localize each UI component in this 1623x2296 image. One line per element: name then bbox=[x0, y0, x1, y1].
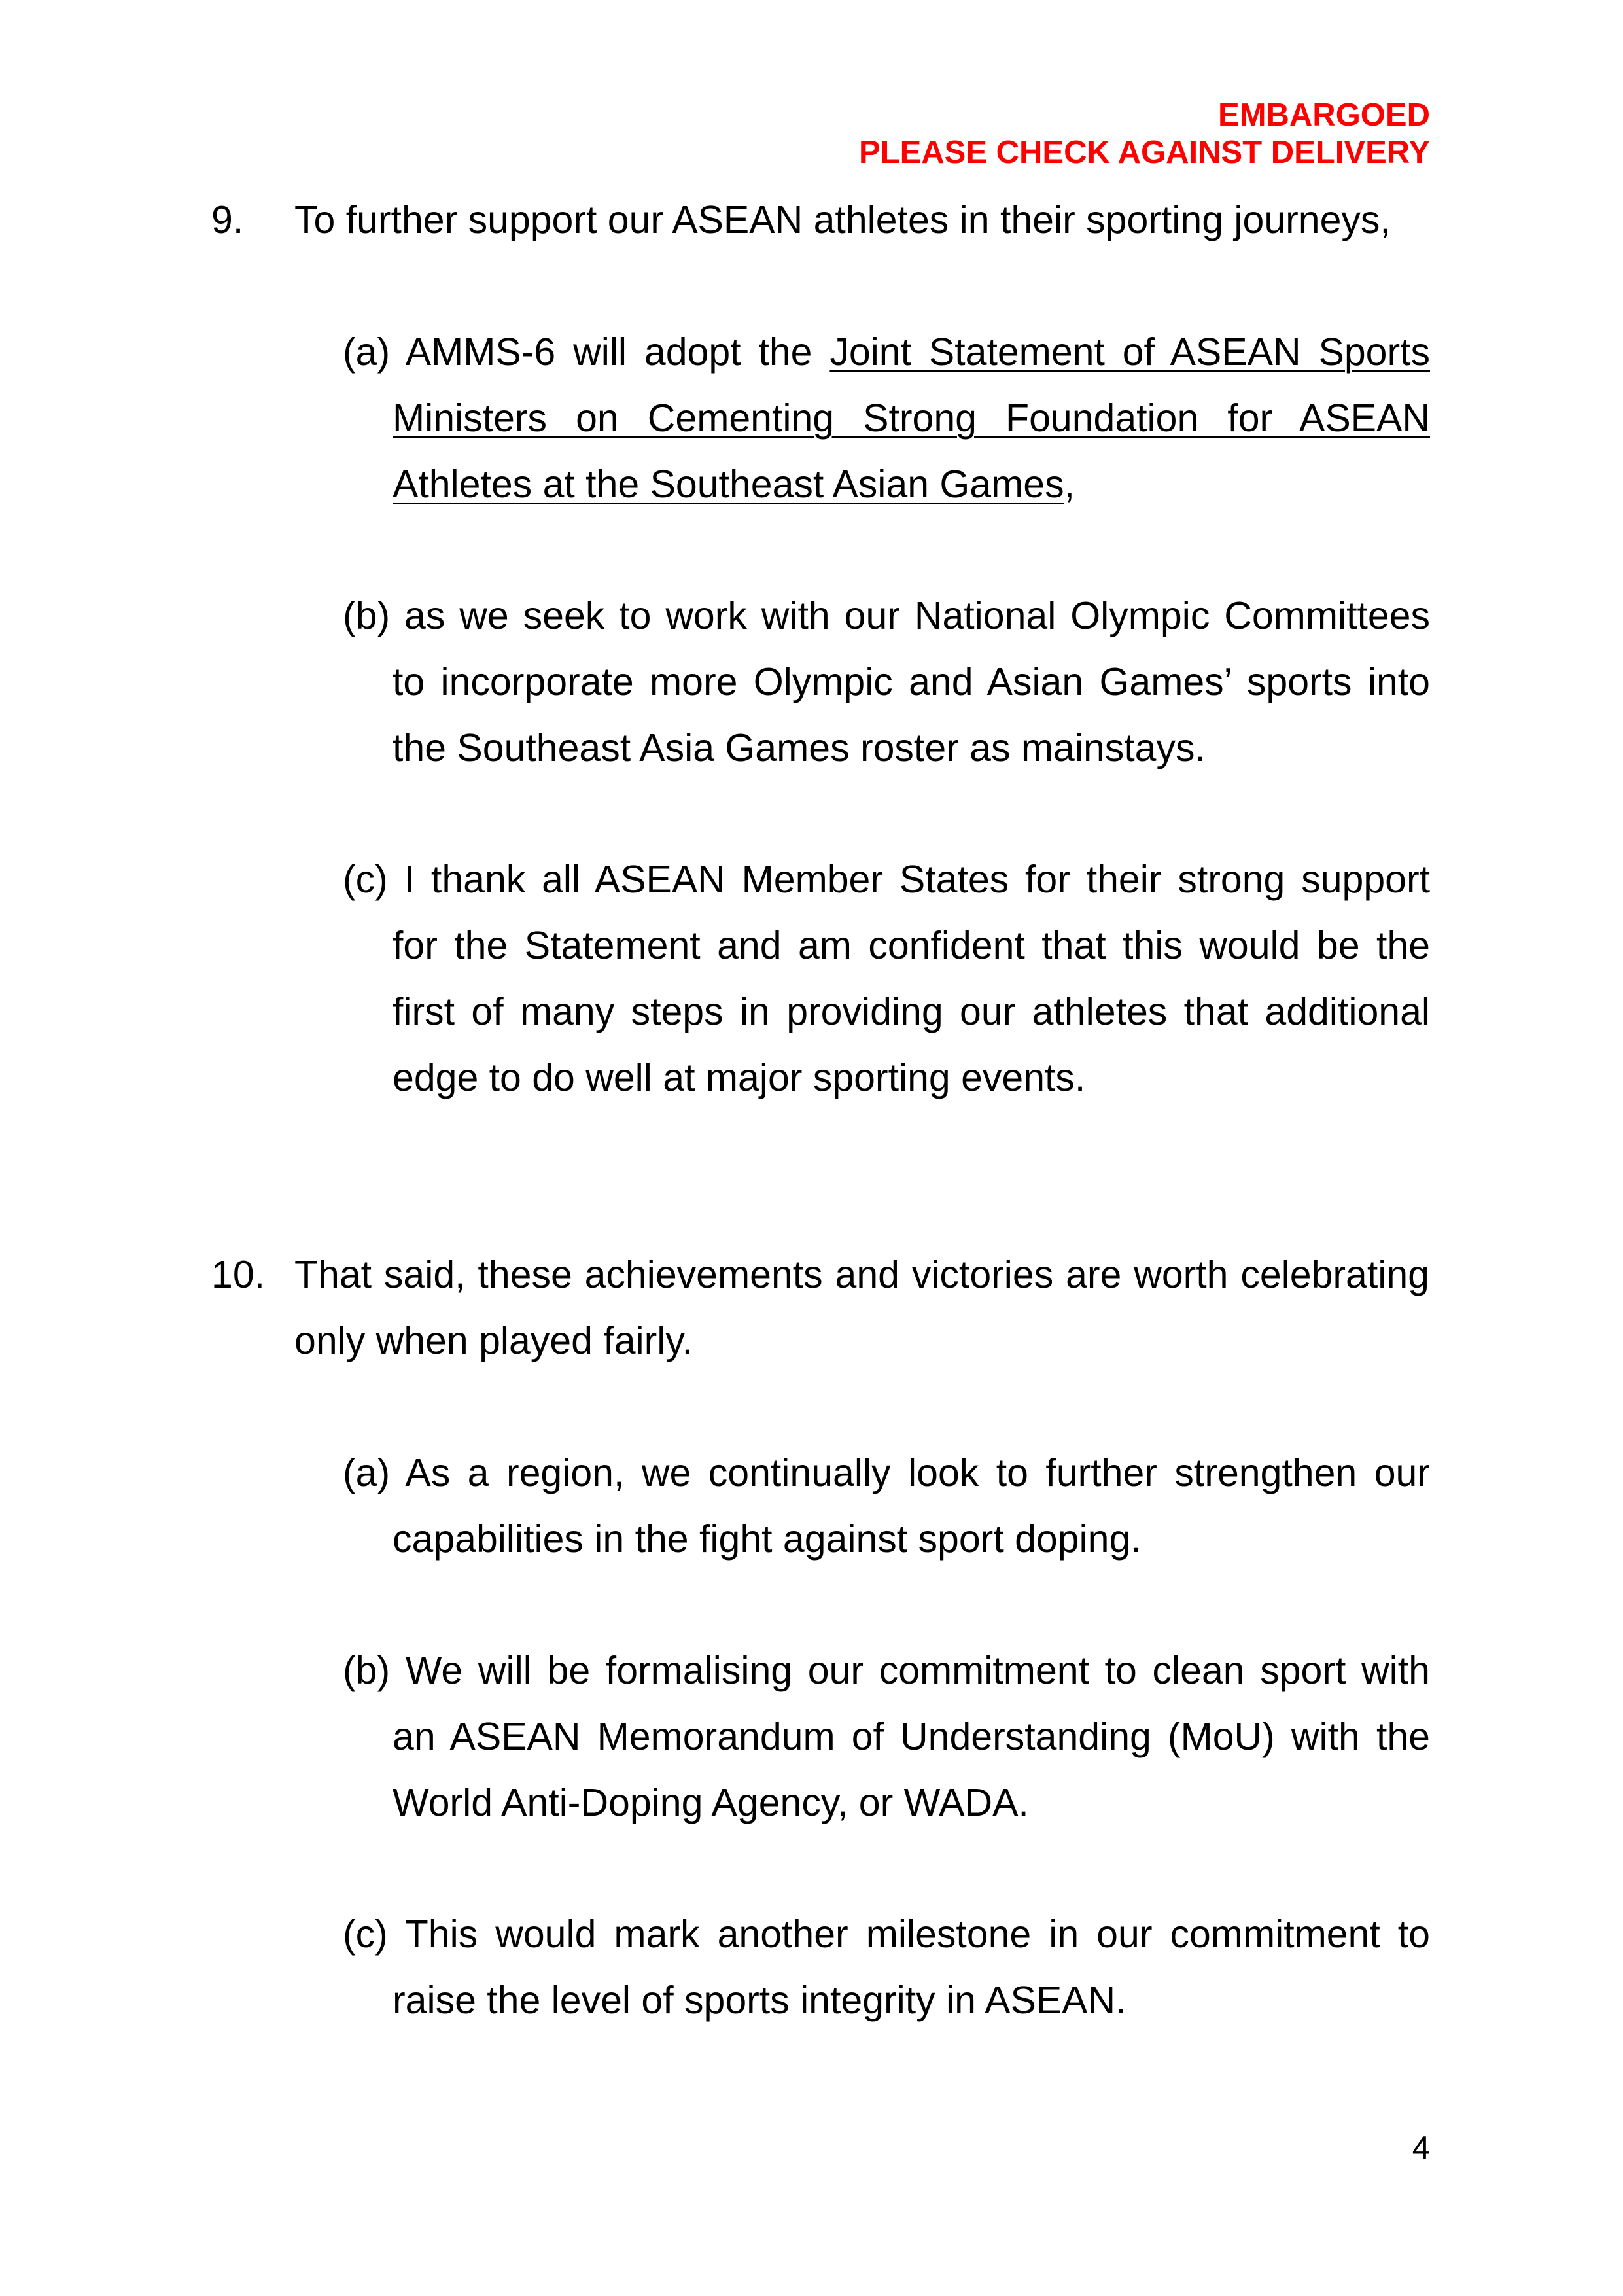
list-text-after: , bbox=[1064, 463, 1075, 506]
list-text: This would mark another milestone in our commitment to raise the level of sports integrity in ASEAN. bbox=[393, 1913, 1430, 2022]
list-text-before: AMMS-6 will adopt the bbox=[405, 330, 830, 374]
list-label: (a) bbox=[343, 1451, 391, 1494]
list-item-10b bbox=[343, 1638, 1430, 1836]
list-item-10a bbox=[343, 1440, 1430, 1572]
list-item-9a bbox=[343, 319, 1430, 518]
paragraph-number: 9. bbox=[211, 198, 244, 241]
list-item-9b bbox=[343, 583, 1430, 781]
paragraph-text: To further support our ASEAN athletes in their sporting journeys, bbox=[294, 198, 1391, 241]
embargoed-label: EMBARGOED bbox=[1218, 97, 1430, 133]
list-text: We will be formalising our commitment to clean sport with an ASEAN Memorandum of Understanding (MoU) with the World Anti-Doping Agency, or WADA. bbox=[393, 1649, 1430, 1824]
list-item-9c bbox=[343, 847, 1430, 1111]
joint-statement-title: Joint Statement of ASEAN Sports Ministers on Cementing Strong Foundation for ASEAN Athletes at the Southeast Asian Games bbox=[393, 330, 1431, 506]
list-label: (a) bbox=[343, 330, 391, 374]
paragraph-9 bbox=[211, 187, 1429, 253]
page-number: 4 bbox=[1412, 2130, 1430, 2166]
list-label: (c) bbox=[343, 858, 388, 901]
embargo-notice bbox=[859, 97, 1430, 171]
list-text: As a region, we continually look to further strengthen our capabilities in the fight against sport doping. bbox=[393, 1451, 1430, 1561]
check-against-delivery-label: PLEASE CHECK AGAINST DELIVERY bbox=[858, 135, 1430, 170]
list-label: (b) bbox=[343, 594, 391, 637]
list-text: as we seek to work with our National Olympic Committees to incorporate more Olympic and Asian Games’ sports into the Southeast Asia Games roster as mainstays. bbox=[393, 594, 1430, 769]
list-label: (c) bbox=[343, 1913, 388, 1956]
paragraph-number: 10. bbox=[211, 1253, 266, 1296]
paragraph-10 bbox=[211, 1242, 1429, 1374]
list-text: I thank all ASEAN Member States for their strong support for the Statement and am confident that this would be the first of many steps in providing our athletes that additional edge to do well at major sporting events. bbox=[393, 858, 1430, 1099]
paragraph-text: That said, these achievements and victories are worth celebrating only when played fairly. bbox=[294, 1253, 1429, 1362]
list-label: (b) bbox=[343, 1649, 391, 1692]
list-item-10c bbox=[343, 1901, 1430, 2034]
